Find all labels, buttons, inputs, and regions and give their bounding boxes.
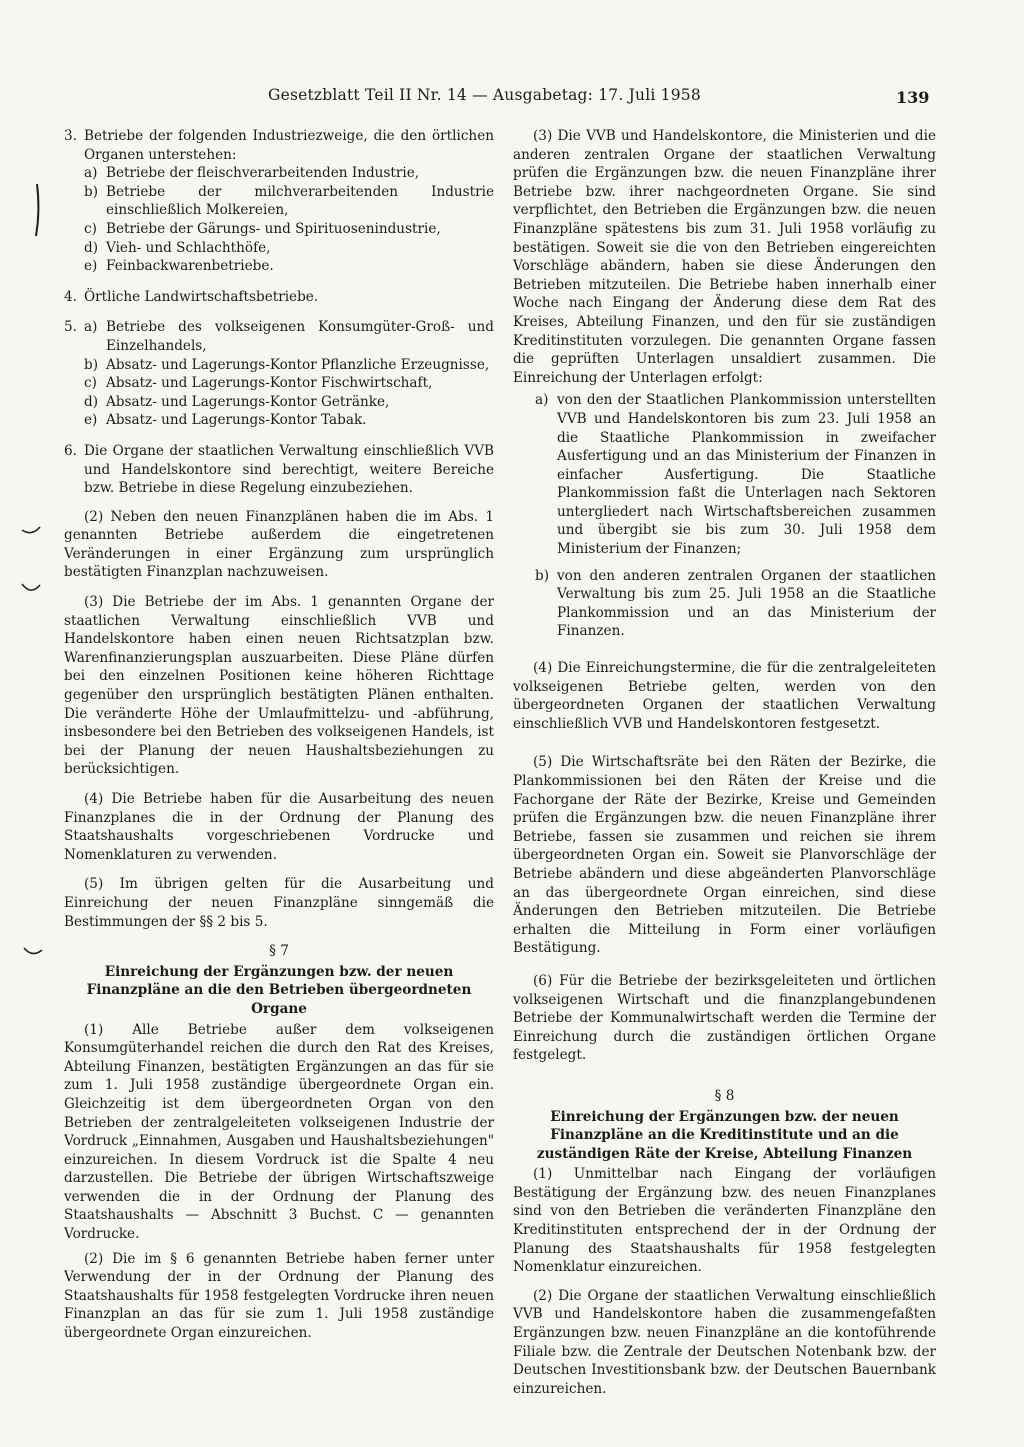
sub-item-label: d): [84, 393, 99, 410]
sub-list-item: [84, 183, 494, 220]
margin-check-mark: [20, 524, 42, 538]
paragraph: (2) Neben den neuen Finanzplänen haben die im Abs. 1 genannten Betriebe außerdem die eingetretenen Veränderungen in einer Ergänzung zum ursprünglich bestätigten Finanzplan nachzuweisen.: [64, 508, 494, 581]
sub-item-label: a): [84, 165, 98, 182]
sub-item-text: Vieh- und Schlachthöfe,: [106, 239, 271, 256]
paragraph: (2) Die Organe der staatlichen Verwaltung einschließlich VVB und Handelskontore haben die zusammengefaßten Ergänzungen bzw. neuen Finanzpläne an die kontoführende Filiale bzw. die Zentrale der Deutschen Notenbank bzw. der Deutschen Investitionsbank bzw. der Deutschen Bauernbank einzureichen.: [513, 1287, 936, 1397]
sub-item-text: Feinbackwarenbetriebe.: [106, 258, 274, 275]
item-text: von den anderen zentralen Organen der staatlichen Verwaltung bis zum 25. Juli 1958 an die Staatliche Plankommission und an das Ministerium der Finanzen.: [557, 567, 936, 640]
item-text: Die Organe der staatlichen Verwaltung einschließlich VVB und Handelskontore sind berechtigt, weitere Bereiche bzw. Betriebe in diese Regelung einzubeziehen.: [84, 442, 494, 497]
list-item: [64, 127, 494, 164]
list-item: [535, 391, 936, 558]
sub-item-text: Betriebe der fleischverarbeitenden Industrie,: [106, 165, 420, 182]
paragraph: (1) Unmittelbar nach Eingang der vorläufigen Bestätigung der Ergänzung bzw. des neuen Finanzplanes sind von den Betrieben die veränderten Finanzpläne den Kreditinstituten entsprechend der in der Ordnung der Planung des Staatshaushalts für 1958 festgelegten Nomenklatur einzureichen.: [513, 1166, 936, 1276]
item-number: 4.: [64, 288, 77, 305]
paragraph: (3) Die VVB und Handelskontore, die Ministerien und die anderen zentralen Organe der staatlichen Verwaltung prüfen die Ergänzungen bzw. die neuen Finanzpläne ihrer Betriebe bzw. ihrer nachgeordneten Organe. Sie sind verpflichtet, den Betrieben die Ergänzungen bzw. die neuen Finanzpläne spätestens bis zum 31. Juli 1958 vorläufig zu bestätigen. Soweit sie die von den Betrieben eingereichten Vorschläge abändern, haben sie diese Änderungen den Betrieben mitzuteilen. Die Betriebe haben innerhalb einer Woche nach Eingang der Änderung diese dem Rat des Kreises, Abteilung Finanzen, und den für sie zuständigen Kreditinstituten vorzulegen. Die genannten Organe fassen die geprüften Unterlagen unsaldiert zusammen. Die Einreichung der Unterlagen erfolgt:: [513, 128, 936, 386]
item-number: 3.: [64, 128, 77, 144]
sub-list: [84, 318, 494, 430]
item-text: von den der Staatlichen Plankommission unterstellten VVB und Handelskontoren bis zum 23. Juli 1958 an die Staatliche Plankommission in zweifacher Ausfertigung und an das Ministerium der Finanzen in einfacher Ausfertigung. Die Staatliche Plankommission faßt die Unterlagen nach Sektoren untergliedert nach Wirtschaftsbereichen zusammen und übergibt sie bis zum 30. Juli 1958 dem Ministerium der Finanzen;: [557, 392, 936, 558]
item-label: a): [535, 392, 549, 409]
sub-item-label: e): [84, 258, 98, 275]
item-number: 6.: [64, 442, 77, 459]
margin-check-mark: [20, 580, 42, 594]
sub-item-text: Absatz- und Lagerungs-Kontor Getränke,: [106, 393, 390, 410]
sub-list-item: [84, 374, 494, 393]
paragraph: (4) Die Betriebe haben für die Ausarbeitung des neuen Finanzplanes die in der Ordnung der Planung des Staatshaushalts vorgeschriebenen Vordrucke und Nomenklaturen zu verwenden.: [64, 791, 494, 863]
sub-item-label: c): [84, 375, 97, 392]
paragraph: (5) Die Wirtschaftsräte bei den Räten der Bezirke, die Plankommissionen bei den Räten der Kreise und die Fachorgane der Räte der Bezirke, Kreise und Gemeinden prüfen die Ergänzungen bzw. die neuen Finanzpläne ihrer Betriebe, fassen sie zusammen und reichen sie ihrem übergeordneten Organ ein. Soweit sie Planvorschläge der Betriebe abändern und diese abgeänderten Planvorschläge an das übergeordnete Organ einreichen, sind diese Änderungen den Betrieben mitzuteilen. Die Betriebe erhalten die Mitteilung in Form einer vorläufigen Bestätigung.: [513, 754, 936, 957]
section-number: § 8: [714, 1087, 735, 1104]
sub-item-label: a): [84, 319, 98, 336]
paragraph: (1) Alle Betriebe außer dem volkseigenen Konsumgüterhandel reichen die durch den Rat des Kreises, Abteilung Finanzen, bestätigten Ergänzungen an das für sie zum 1. Juli 1958 zuständige übergeordnete Organ ein. Gleichzeitig ist dem übergeordneten Organ von den Betrieben der zentralgeleiteten volkseigenen Industrie der Vordruck „Einnahmen, Ausgaben und Haushaltsbeziehungen" einzureichen. In diesem Vordruck ist die Spalte 4 neu darzustellen. Die Betriebe der übrigen Wirtschaftszweige verwenden die in der Ordnung der Planung des Staatshaushalts — Abschnitt 3 Buchst. C — genannten Vordrucke.: [64, 1021, 494, 1243]
paragraph: (4) Die Einreichungstermine, die für die zentralgeleiteten volkseigenen Betriebe gelten, werden von den übergeordneten Organen der staatlichen Verwaltung einschließlich VVB und Handelskontoren festgesetzt.: [513, 660, 936, 732]
list-item: [64, 318, 494, 430]
list-item: [535, 567, 936, 641]
sub-list-item: [84, 220, 494, 239]
sub-list: [64, 164, 494, 276]
sub-item-text: Betriebe der Gärungs- und Spirituosenindustrie,: [106, 220, 441, 237]
sub-item-label: b): [84, 356, 99, 373]
sub-list-item: [84, 393, 494, 412]
page-number: 139: [896, 88, 930, 107]
margin-pencil-mark: [32, 182, 42, 238]
left-column: [64, 127, 494, 1354]
sub-list-item: [84, 318, 494, 355]
list-item: [64, 442, 494, 498]
sub-list-item: [84, 164, 494, 183]
section-title: Einreichung der Ergänzungen bzw. der neuen Finanzpläne an die den Betrieben übergeordneten Organe: [86, 963, 472, 1017]
right-column: [513, 127, 936, 1409]
sub-item-text: Absatz- und Lagerungs-Kontor Tabak.: [106, 412, 367, 429]
paragraph: (3) Die Betriebe der im Abs. 1 genannten Organe der staatlichen Verwaltung einschließlich VVB und Handelskontore haben einen neuen Richtsatzplan bzw. Warenfinanzierungsplan auszuarbeiten. Diese Pläne dürfen bei den einzelnen Positionen keine höheren Richttage gegenüber den ursprünglich bestätigten Plänen enthalten. Die veränderte Höhe der Umlaufmittelzu- und -abführung, insbesondere bei den Betrieben des volkseigenen Handels, ist bei der Planung der neuen Haushaltsbeziehungen zu berücksichtigen.: [64, 594, 494, 778]
page-header: Gesetzblatt Teil II Nr. 14 — Ausgabetag: 17. Juli 1958: [268, 86, 701, 104]
paragraph: (6) Für die Betriebe der bezirksgeleiteten und örtlichen volkseigenen Wirtschaft und die finanzplangebundenen Betriebe der Kommunalwirtschaft werden die Termine der Einreichung durch die zuständigen örtlichen Organe festgelegt.: [513, 972, 936, 1064]
item-text: Örtliche Landwirtschaftsbetriebe.: [84, 288, 319, 305]
sub-list-item: [84, 411, 494, 430]
item-text: Betriebe der folgenden Industriezweige, die den örtlichen Organen unterstehen:: [84, 128, 494, 163]
margin-check-mark: [22, 944, 44, 958]
sub-item-text: Absatz- und Lagerungs-Kontor Pflanzliche Erzeugnisse,: [106, 356, 490, 373]
section-title: Einreichung der Ergänzungen bzw. der neuen Finanzpläne an die Kreditinstitute und an die zuständigen Räte der Kreise, Abteilung Finanzen: [536, 1108, 913, 1162]
item-label: b): [535, 567, 550, 584]
section-number: § 7: [269, 943, 289, 960]
sub-list-item: [84, 257, 494, 276]
item-number: 5.: [64, 319, 77, 336]
sub-item-label: d): [84, 239, 99, 256]
list-item: [64, 288, 494, 307]
sub-item-text: Betriebe des volkseigenen Konsumgüter-Groß- und Einzelhandels,: [106, 319, 494, 354]
sub-item-label: b): [84, 183, 99, 200]
sub-item-label: c): [84, 220, 97, 237]
sub-list-item: [84, 239, 494, 258]
sub-item-label: e): [84, 412, 98, 429]
paragraph: (5) Im übrigen gelten für die Ausarbeitung und Einreichung der neuen Finanzpläne sinngemäß die Bestimmungen der §§ 2 bis 5.: [64, 876, 494, 930]
sub-item-text: Betriebe der milchverarbeitenden Industrie einschließlich Molkereien,: [106, 183, 494, 219]
paragraph: (2) Die im § 6 genannten Betriebe haben ferner unter Verwendung der in der Ordnung der Planung des Staatshaushalts für 1958 festgelegten Vordrucke ihren neuen Finanzplan an das für sie zum 1. Juli 1958 zuständige übergeordnete Organ einzureichen.: [64, 1250, 494, 1342]
sub-item-text: Absatz- und Lagerungs-Kontor Fischwirtschaft,: [106, 375, 433, 392]
sub-list-item: [84, 356, 494, 375]
